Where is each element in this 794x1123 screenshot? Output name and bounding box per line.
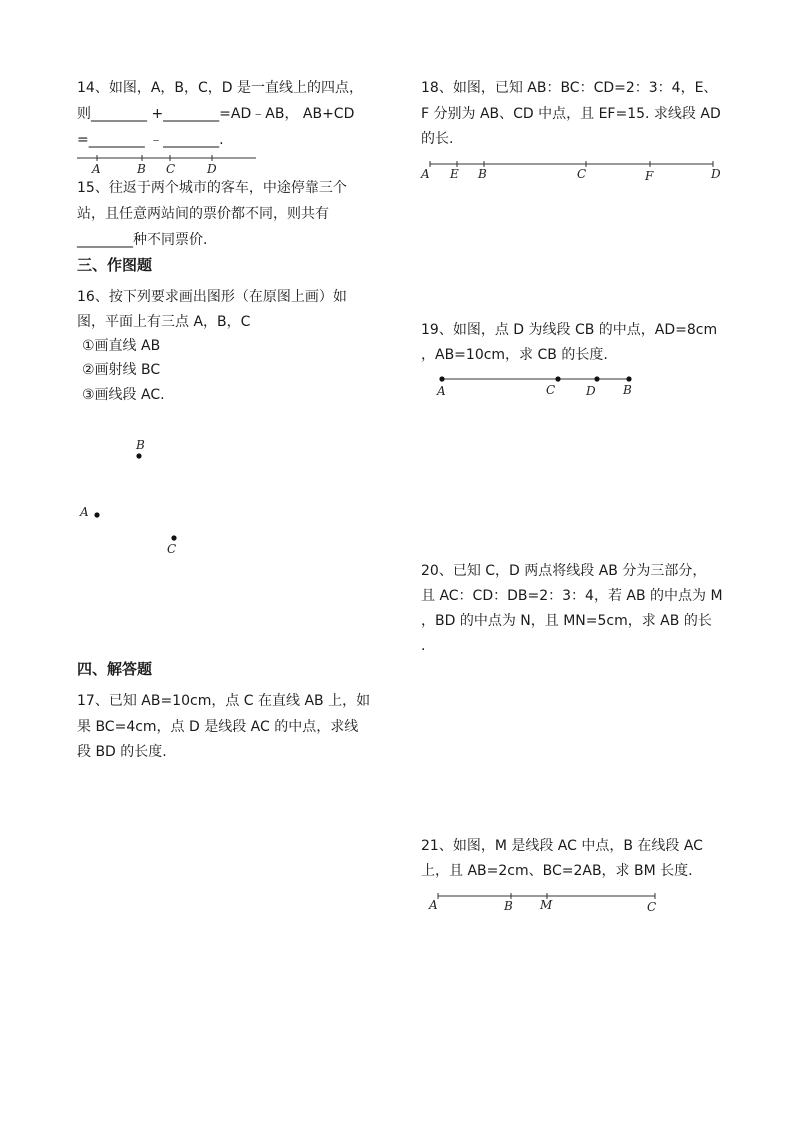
q14-label-a: A <box>92 162 101 176</box>
q17-line3: 段 BD 的长度. <box>77 744 167 760</box>
q20-line2: 且 AC：CD：DB=2：3：4，若 AB 的中点为 M <box>421 588 723 604</box>
q21-label-c: C <box>647 900 657 914</box>
q16-label-a: A <box>80 505 89 519</box>
q21-label-a: A <box>429 898 438 912</box>
section-4-title: 四、解答题 <box>77 660 153 678</box>
q21-line1: 21、如图，M 是线段 AC 中点，B 在线段 AC <box>421 838 703 854</box>
q19-label-a: A <box>437 384 446 398</box>
q15-line2: 站，且任意两站间的票价都不同，则共有 <box>77 206 329 222</box>
q18-line2: F 分别为 AB、CD 中点，且 EF=15. 求线段 AD <box>421 106 721 122</box>
q16-line1: 16、按下列要求画出图形（在原图上画）如 <box>77 289 347 305</box>
q16-item-3: ③画线段 AC. <box>82 387 165 403</box>
q15-line1: 15、往返于两个城市的客车，中途停靠三个 <box>77 180 347 196</box>
q16-item-1: ①画直线 AB <box>82 338 161 354</box>
section-3-title: 三、作图题 <box>77 256 153 274</box>
q14-line3: =________ ﹣________. <box>77 132 224 148</box>
q18-label-a: A <box>421 167 430 181</box>
q14-label-d: D <box>207 162 217 176</box>
q15-line3: ________种不同票价. <box>77 232 208 248</box>
q21-label-m: M <box>540 898 553 912</box>
q17-line1: 17、已知 AB=10cm，点 C 在直线 AB 上，如 <box>77 693 371 709</box>
q18-label-d: D <box>711 167 721 181</box>
q20-line1: 20、已知 C，D 两点将线段 AB 分为三部分， <box>421 563 707 579</box>
q19-label-c: C <box>546 383 556 397</box>
q18-label-f: F <box>645 169 654 183</box>
q14-label-c: C <box>166 162 176 176</box>
q16-line2: 图，平面上有三点 A，B，C <box>77 314 251 330</box>
q16-label-c: C <box>167 542 177 556</box>
q14-label-b: B <box>137 162 146 176</box>
q18-line3: 的长. <box>421 131 454 147</box>
q18-line1: 18、如图，已知 AB：BC：CD=2：3：4，E、 <box>421 80 718 96</box>
q16-item-2: ②画射线 BC <box>82 362 161 378</box>
q19-line2: ，AB=10cm，求 CB 的长度. <box>421 347 608 363</box>
q21-line2: 上，且 AB=2cm、BC=2AB，求 BM 长度. <box>421 863 693 879</box>
q14-line1: 14、如图，A，B，C，D 是一直线上的四点， <box>77 80 364 96</box>
q18-label-c: C <box>577 167 587 181</box>
q19-line1: 19、如图，点 D 为线段 CB 的中点，AD=8cm <box>421 322 718 338</box>
q14-line2: 则________ +________=AD﹣AB， AB+CD <box>77 106 355 122</box>
q19-label-d: D <box>586 384 596 398</box>
q20-line3: ，BD 的中点为 N，且 MN=5cm，求 AB 的长 <box>421 613 712 629</box>
q21-label-b: B <box>504 899 513 913</box>
q18-label-b: B <box>478 167 487 181</box>
q20-line4: . <box>421 638 426 654</box>
q16-label-b: B <box>136 438 145 452</box>
q17-line2: 果 BC=4cm，点 D 是线段 AC 的中点，求线 <box>77 719 359 735</box>
q18-label-e: E <box>450 167 459 181</box>
q19-label-b: B <box>623 383 632 397</box>
